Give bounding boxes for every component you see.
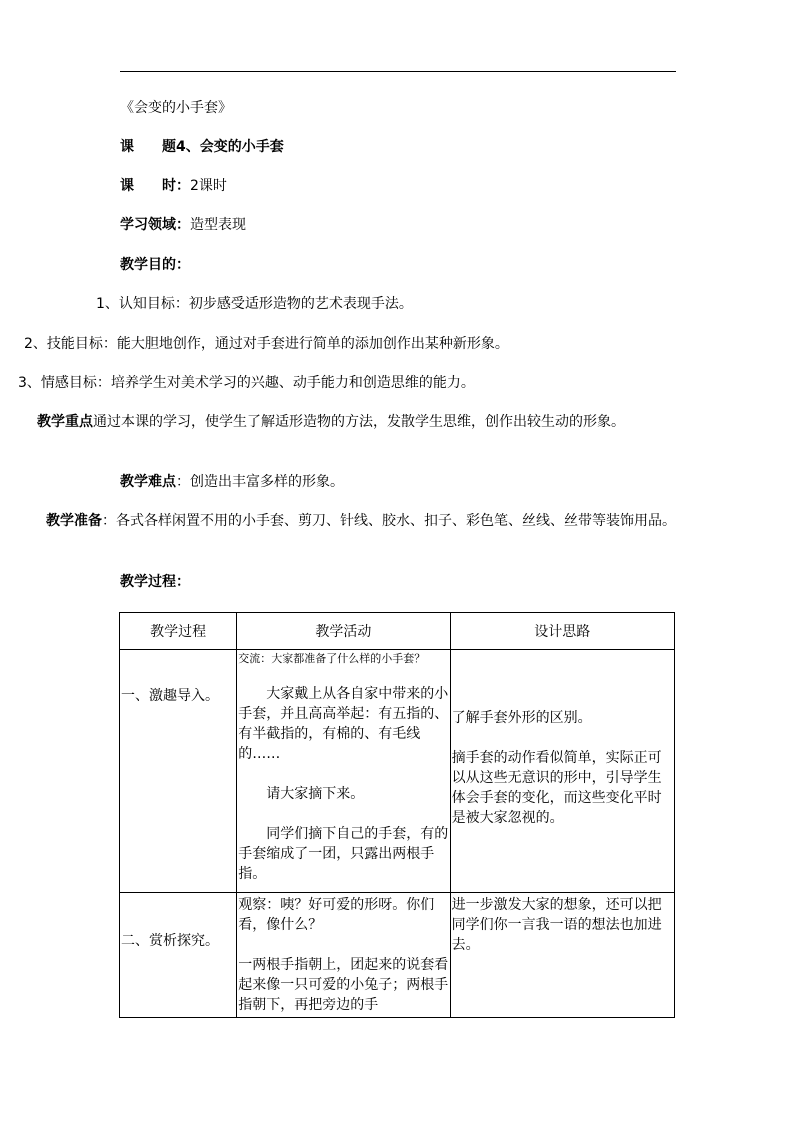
topic-label: 课 题 [120,139,176,155]
hours-line [120,176,227,196]
process-table [119,612,675,1018]
header-design: 设计思路 [450,613,674,650]
domain-label: 学习领域： [120,217,190,233]
goal-skill: 2、技能目标：能大胆地创作，通过对手套进行简单的添加创作出某种新形象。 [24,336,509,352]
row2-stage: 二、赏析探究。 [121,933,219,949]
goal-cognitive: 1、认知目标：初步感受适形造物的艺术表现手法。 [96,296,413,312]
key-label: 教学重点 [37,414,93,430]
topic-line [120,137,284,157]
row1-stage: 一、激趣导入。 [121,688,219,704]
row1-activity-1: 大家戴上从各自家中带来的小手套，并且高高举起：有五指的、有半截指的，有棉的、有毛线的…… [238,686,449,762]
process-label: 教学过程： [120,574,190,590]
book-title: 《会变的小手套》 [120,100,232,116]
prep-label: 教学准备 [46,513,102,529]
goals-label: 教学目的： [120,257,190,273]
row1-activity-2: 请大家摘下来。 [266,786,365,802]
row1-design-1: 了解手套外形的区别。 [451,710,592,726]
header-rule [120,71,676,72]
table-row [120,650,675,893]
table-row [120,893,675,1018]
row1-design-2: 摘手套的动作看似简单，实际正可以从这些无意识的形中，引导学生体会手套的变化，而这些变化平时是被大家忽视的。 [451,750,662,826]
key-value: 通过本课的学习，使学生了解适形造物的方法，发散学生思维，创作出较生动的形象。 [93,414,625,430]
domain-value: 造型表现 [190,217,246,233]
hours-value: 2课时 [190,178,227,194]
row1-activity-cell [237,650,450,893]
domain-line [120,215,246,235]
header-stage: 教学过程 [120,613,237,650]
row2-design-1: 进一步激发大家的想象，还可以把同学们你一言我一语的想法也加进去。 [451,897,662,953]
difficulty-value: ：创造出丰富多样的形象。 [176,474,344,490]
header-activity: 教学活动 [237,613,450,650]
row1-design-cell [450,650,674,893]
key-point [37,412,677,432]
row2-design-cell [450,893,674,1018]
topic-value: 4、会变的小手套 [176,139,284,155]
preparation [46,511,676,531]
row2-stage-cell [120,893,237,1018]
row1-activity-exchange: 交流：大家都准备了什么样的小手套？ [238,652,426,665]
row1-activity-3: 同学们摘下自己的手套，有的手套缩成了一团，只露出两根手指。 [238,826,449,882]
difficulty-line [120,472,344,492]
hours-label: 课 时： [120,178,190,194]
row2-activity-2: 一两根手指朝上，团起来的说套看起来像一只可爱的小兔子；两根手指朝下，再把旁边的手 [238,957,449,1013]
row1-stage-cell [120,650,237,893]
prep-value: ：各式各样闲置不用的小手套、剪刀、针线、胶水、扣子、彩色笔、丝线、丝带等装饰用品。 [102,513,676,529]
table-header-row [120,613,675,650]
difficulty-label: 教学难点 [120,474,176,490]
goal-emotion: 3、情感目标：培养学生对美术学习的兴趣、动手能力和创造思维的能力。 [18,375,475,391]
row2-activity-cell [237,893,450,1018]
row2-activity-1: 观察：咦？好可爱的形呀。你们看，像什么？ [238,897,435,933]
